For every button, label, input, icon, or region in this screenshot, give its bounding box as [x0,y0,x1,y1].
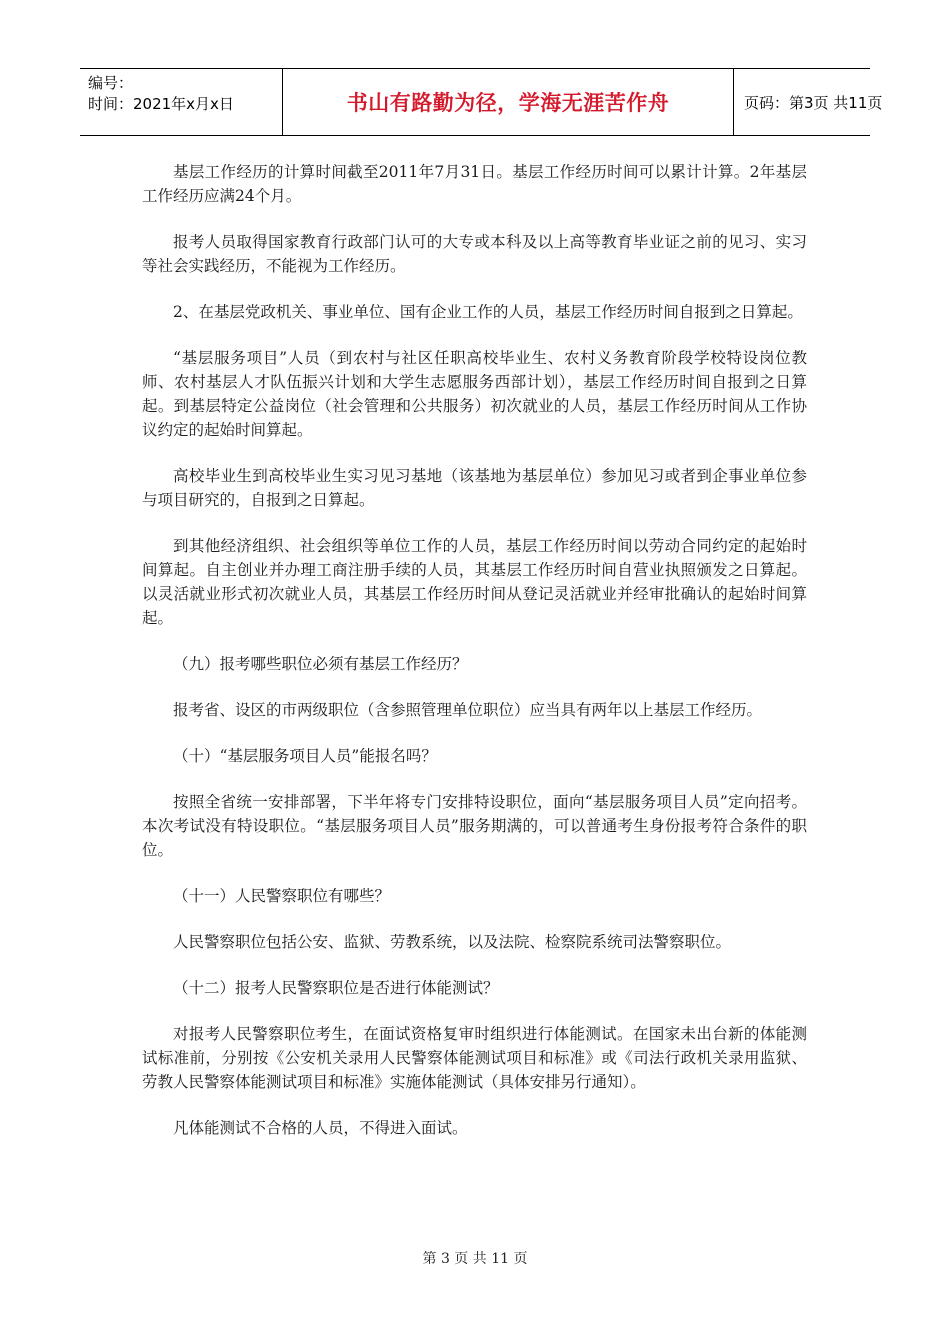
date-label: 时间：2021年x月x日 [88,95,234,113]
paragraph: “基层服务项目”人员（到农村与社区任职高校毕业生、农村义务教育阶段学校特设岗位教师、农村基层人才队伍振兴计划和大学生志愿服务西部计划），基层工作经历时间自报到之日算起。到基层特定公益岗位（社会管理和公共服务）初次就业的人员，基层工作经历时间从工作协议约定的起始时间算起。 [142,349,807,439]
document-body [142,160,807,1162]
header-page-cell [734,69,883,135]
motto-text: 书山有路勤为径，学海无涯苦作舟 [346,91,670,115]
section-question: （十二）报考人民警察职位是否进行体能测试？ [173,979,499,997]
paragraph: 报考省、设区的市两级职位（含参照管理单位职位）应当具有两年以上基层工作经历。 [173,701,763,719]
paragraph: 凡体能测试不合格的人员，不得进入面试。 [173,1119,468,1137]
serial-number-label: 编号： [88,74,134,92]
header-meta [80,69,282,135]
section-question: （十）“基层服务项目人员”能报名吗？ [173,747,437,765]
paragraph: 基层工作经历的计算时间截至2011年7月31日。基层工作经历时间可以累计计算。2年基层工作经历应满24个月。 [142,163,807,205]
section-question: （九）报考哪些职位必须有基层工作经历？ [173,655,468,673]
paragraph: 按照全省统一安排部署，下半年将专门安排特设职位，面向“基层服务项目人员”定向招考。本次考试没有特设职位。“基层服务项目人员”服务期满的，可以普通考生身份报考符合条件的职位。 [142,793,807,859]
page-header [80,68,883,136]
paragraph: 报考人员取得国家教育行政部门认可的大专或本科及以上高等教育毕业证之前的见习、实习等社会实践经历，不能视为工作经历。 [142,233,807,275]
paragraph: 高校毕业生到高校毕业生实习见习基地（该基地为基层单位）参加见习或者到企事业单位参与项目研究的，自报到之日算起。 [142,467,807,509]
section-question: （十一）人民警察职位有哪些？ [173,887,391,905]
page-number-label: 页码：第3页 共11页 [744,93,883,112]
page-footer: 第 3 页 共 11 页 [422,1251,528,1267]
paragraph: 对报考人民警察职位考生，在面试资格复审时组织进行体能测试。在国家未出台新的体能测试标准前，分别按《公安机关录用人民警察体能测试项目和标准》或《司法行政机关录用监狱、劳教人民警察体能测试项目和标准》实施体能测试（具体安排另行通知）。 [142,1025,807,1091]
paragraph: 到其他经济组织、社会组织等单位工作的人员，基层工作经历时间以劳动合同约定的起始时间算起。自主创业并办理工商注册手续的人员，其基层工作经历时间自营业执照颁发之日算起。以灵活就业形式初次就业人员，其基层工作经历时间从登记灵活就业并经审批确认的起始时间算起。 [142,537,807,627]
paragraph: 人民警察职位包括公安、监狱、劳教系统，以及法院、检察院系统司法警察职位。 [173,933,732,951]
header-motto-cell [282,69,734,135]
paragraph: 2、在基层党政机关、事业单位、国有企业工作的人员，基层工作经历时间自报到之日算起。 [173,303,803,321]
